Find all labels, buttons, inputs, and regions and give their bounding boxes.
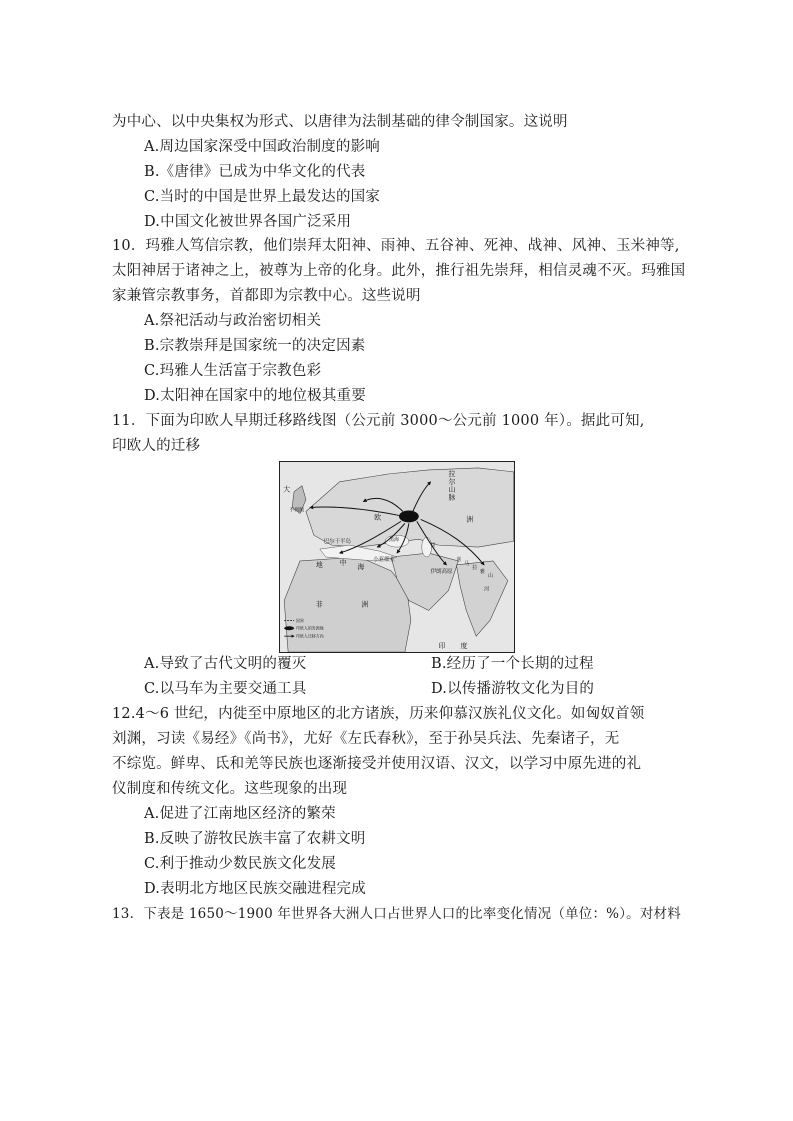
q9-option-b: B.《唐律》已成为中华文化的代表 <box>144 164 366 180</box>
map-label-asia-minor: 小亚细亚 <box>373 556 396 563</box>
map-label-himalaya-3: 拉 <box>472 564 478 571</box>
q9-option-c: C.当时的中国是世界上最发达的国家 <box>144 189 381 205</box>
q13-stem-line1: 13．下表是 1650～1900 年世界各大洲人口占世界人口的比率变化情况（单位：%）。对材料 <box>112 906 681 922</box>
q10-stem-line1: 10．玛雅人笃信宗教，他们崇拜太阳神、雨神、五谷神、死神、战神、风神、玉米神等, <box>112 238 680 254</box>
q10-option-b: B.宗教崇拜是国家统一的决定因素 <box>144 338 366 354</box>
map-label-ural-1: 拉 <box>448 469 456 478</box>
map-label-europe: 欧 <box>374 513 382 522</box>
map-label-med-2: 中 <box>339 558 347 567</box>
q10-option-d: D.太阳神在国家中的地位极其重要 <box>144 388 366 404</box>
map-label-black-sea: 黑海 <box>389 537 399 544</box>
q11-stem-line1: 11．下面为印欧人早期迁移路线图（公元前 3000～公元前 1000 年）。据此可知, <box>112 413 645 429</box>
map-label-ural-3: 山 <box>448 485 456 494</box>
q12-option-a: A.促进了江南地区经济的繁荣 <box>144 806 336 822</box>
map-label-africa-1: 非 <box>315 600 323 609</box>
map-label-himalaya-1: 喜 <box>456 556 462 563</box>
map-label-med-1: 地 <box>315 560 323 569</box>
map-label-himalaya-4: 雅 <box>480 568 486 575</box>
q12-option-d: D.表明北方地区民族交融进程完成 <box>144 881 366 897</box>
q9-option-a: A.周边国家深受中国政治制度的影响 <box>144 139 380 155</box>
q9-option-d: D.中国文化被世界各国广泛采用 <box>144 214 352 230</box>
map-label-himalaya-5: 山 <box>488 572 493 579</box>
map-label-indian-ocean-1: 印 <box>438 642 446 651</box>
map-label-med-3: 海 <box>357 562 365 571</box>
text-line: 为中心、以中央集权为形式、以唐律为法制基础的律令制国家。这说明 <box>112 114 568 130</box>
q10-stem-line3: 家兼管宗教事务，首都即为宗教中心。这些说明 <box>112 288 421 304</box>
indo-european-migration-map <box>279 461 515 653</box>
q10-stem-line2: 太阳神居于诸神之上，被尊为上帝的化身。此外，推行祖先崇拜，相信灵魂不灭。玛雅国 <box>112 263 686 279</box>
q11-option-d: D.以传播游牧文化为目的 <box>431 681 595 697</box>
map-label-indian-ocean-2: 度 <box>460 642 468 651</box>
map-label-atlantic: 大 <box>283 485 291 494</box>
legend-homeland: 印欧人的发源地 <box>296 625 324 631</box>
q11-option-c: C.以马车为主要交通工具 <box>144 681 307 697</box>
q11-stem-line2: 印欧人的迁移 <box>112 438 201 454</box>
q11-option-b: B.经历了一个长期的过程 <box>431 656 594 672</box>
map-label-iran: 伊朗高原 <box>430 568 453 575</box>
q12-option-b: B.反映了游牧民族丰富了农耕文明 <box>144 831 366 847</box>
legend-border: 国界 <box>296 617 304 623</box>
map-label-ural-2: 尔 <box>448 477 456 486</box>
q12-stem-line1: 12.4～6 世纪，内徙至中原地区的北方诸族，历来仰慕汉族礼仪文化。如匈奴首领 <box>112 706 645 722</box>
q10-option-c: C.玛雅人生活富于宗教色彩 <box>144 363 322 379</box>
map-label-balkan: 巴尔干半岛 <box>323 539 351 546</box>
map-label-caspian: 里 <box>430 543 436 550</box>
q12-option-c: C.利于推动少数民族文化发展 <box>144 856 336 872</box>
map-label-africa-2: 洲 <box>361 600 369 609</box>
q12-stem-line4: 仪制度和传统文化。这些现象的出现 <box>112 781 348 797</box>
map-label-ural-4: 脉 <box>448 493 456 502</box>
q10-option-a: A.祭祀活动与政治密切相关 <box>144 313 322 329</box>
map-label-britain: 不列颠 <box>289 507 304 514</box>
legend-route: 印欧人迁移方向 <box>296 633 324 639</box>
q11-option-a: A.导致了古代文明的覆灭 <box>144 656 307 672</box>
map-label-himalaya-2: 马 <box>464 560 470 567</box>
q12-stem-line3: 不综览。鲜卑、氐和羌等民族也逐渐接受并使用汉语、汉文，以学习中原先进的礼 <box>112 756 642 772</box>
indo-european-homeland <box>399 510 419 522</box>
map-label-river: 河 <box>484 586 490 593</box>
map-label-asia: 洲 <box>466 515 474 524</box>
q12-stem-line2: 刘渊，习读《易经》《尚书》，尤好《左氏春秋》，至于孙吴兵法、先秦诸子，无 <box>112 731 620 747</box>
